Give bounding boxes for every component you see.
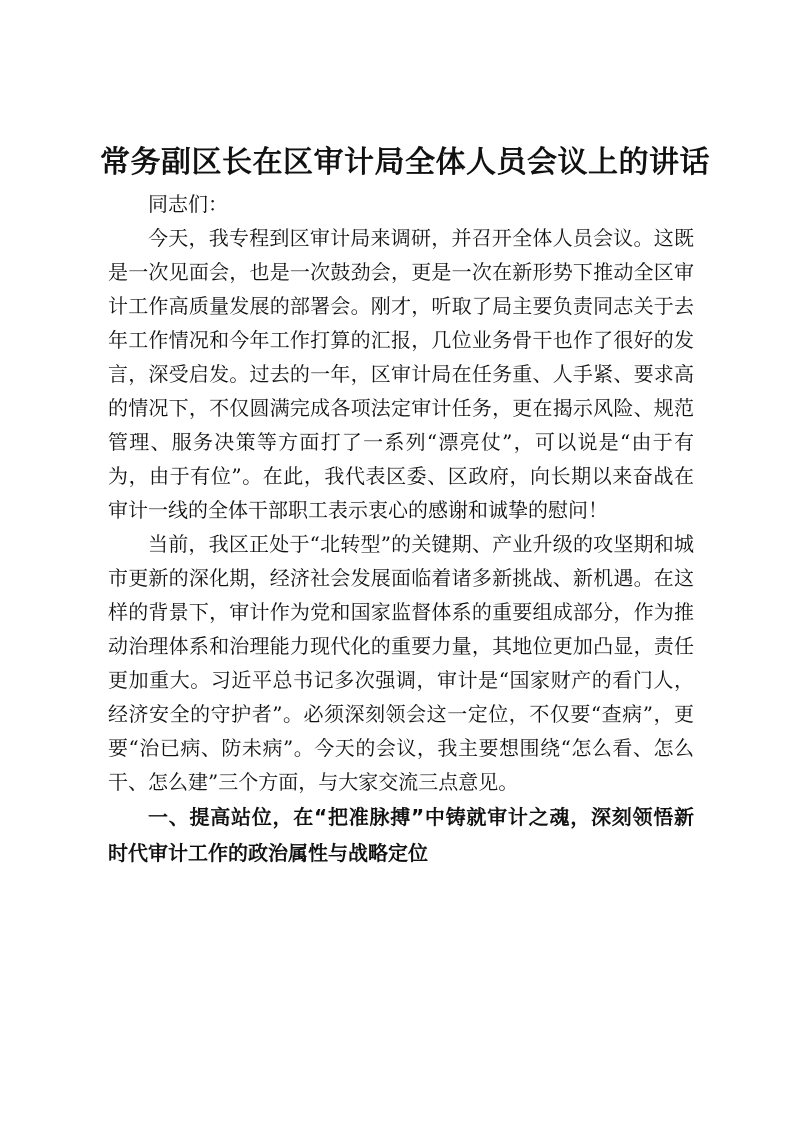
paragraph-context: 当前，我区正处于“北转型”的关键期、产业升级的攻坚期和城市更新的深化期，经济社会发展面临着诸多新挑战、新机遇。在这样的背景下，审计作为党和国家监督体系的重要组成部分，作为推动治理体系和治理能力现代化的重要力量，其地位更加凸显，责任更加重大。习近平总书记多次强调，审计是“国家财产的看门人，经济安全的守护者”。必须深刻领会这一定位，不仅要“查病”，更要“治已病、防未病”。今天的会议，我主要想围绕“怎么看、怎么干、怎么建”三个方面，与大家交流三点意见。 (108, 532, 694, 794)
salutation: 同志们： (148, 192, 228, 216)
document-body (108, 187, 694, 871)
document-title: 常务副区长在区审计局全体人员会议上的讲话 (100, 145, 710, 180)
paragraph-opening: 今天，我专程到区审计局来调研，并召开全体人员会议。这既是一次见面会，也是一次鼓劲会，更是一次在新形势下推动全区审计工作高质量发展的部署会。刚才，听取了局主要负责同志关于去年工作情况和今年工作打算的汇报，几位业务骨干也作了很好的发言，深受启发。过去的一年，区审计局在任务重、人手紧、要求高的情况下，不仅圆满完成各项法定审计任务，更在揭示风险、规范管理、服务决策等方面打了一系列“漂亮仗”，可以说是“由于有为，由于有位”。在此，我代表区委、区政府，向长期以来奋战在审计一线的全体干部职工表示衷心的感谢和诚挚的慰问！ (108, 226, 694, 522)
section-heading-1: 一、提高站位，在“把准脉搏”中铸就审计之魂，深刻领悟新时代审计工作的政治属性与战略定位 (108, 805, 694, 865)
